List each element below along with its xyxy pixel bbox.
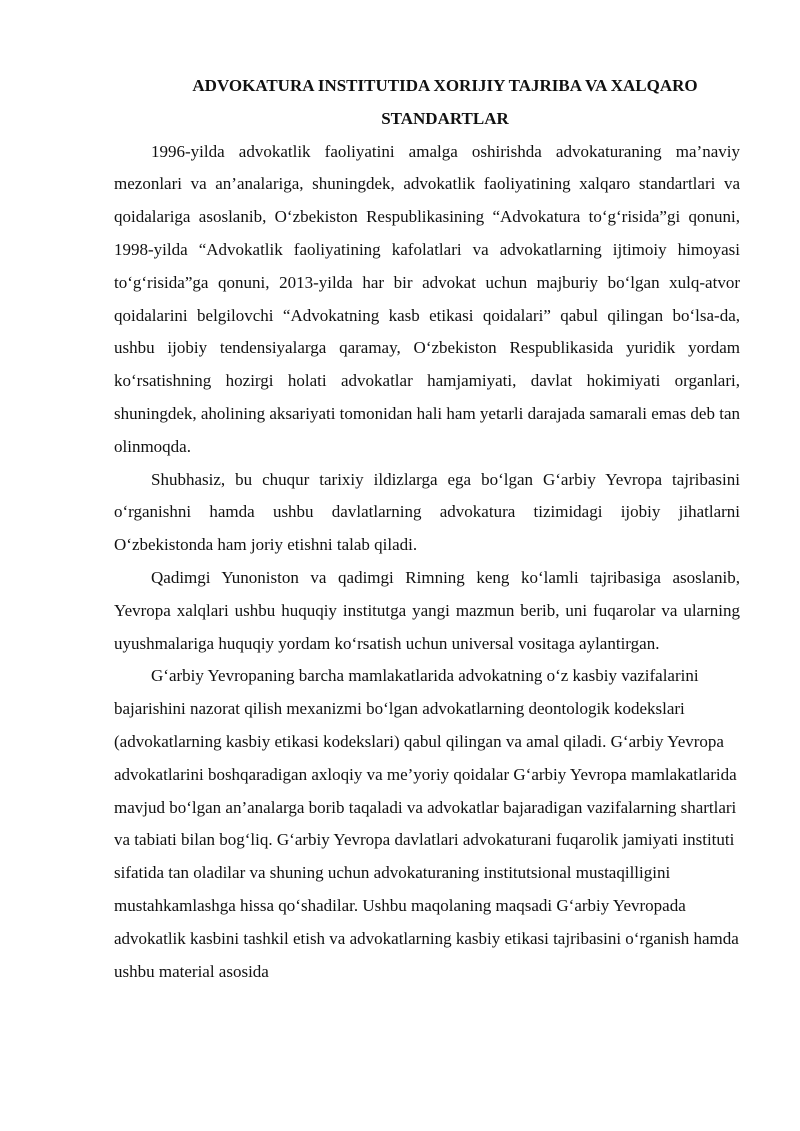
paragraph-3: Qadimgi Yunoniston va qadimgi Rimning keng ko‘lamli tajribasiga asoslanib, Yevropa xalqlari ushbu huquqiy institutga yangi mazmun berib, uni fuqarolar va ularning uyushmalariga huquqiy yordam ko‘rsatish uchun universal vositaga aylantirgan. [114, 567, 740, 653]
paragraph-4: G‘arbiy Yevropaning barcha mamlakatlarida advokatning o‘z kasbiy vazifalarini bajarishini nazorat qilish mexanizmi bo‘lgan advokatlarning deontologik kodekslari (advokatlarning kasbiy etikasi kodekslari) qabul qilingan va amal qiladi. G‘arbiy Yevropa advokatlarini boshqaradigan axloqiy va me’yoriy qoidalar G‘arbiy Yevropa mamlakatlarida mavjud bo‘lgan an’analarga borib taqaladi va advokatlar bajaradigan vazifalarning shartlari va tabiati bilan bog‘liq. G‘arbiy Yevropa davlatlari advokaturani fuqarolik jamiyati instituti sifatida tan oladilar va shuning uchun advokaturaning institutsional mustaqilligini mustahkamlashga hissa qo‘shadilar. Ushbu maqolaning maqsadi G‘arbiy Yevropada advokatlik kasbini tashkil etish va advokatlarning kasbiy etikasi tajribasini o‘rganish hamda ushbu material asosida [114, 666, 739, 981]
paragraph-2: Shubhasiz, bu chuqur tarixiy ildizlarga ega bo‘lgan G‘arbiy Yevropa tajribasini o‘rganishni hamda ushbu davlatlarning advokatura tizimidagi ijobiy jihatlarni O‘zbekistonda ham joriy etishni talab qiladi. [114, 469, 740, 555]
document-title: ADVOKATURA INSTITUTIDA XORIJIY TAJRIBA VA XALQARO STANDARTLAR [192, 76, 698, 128]
document-page [114, 70, 740, 988]
paragraph-1: 1996-yilda advokatlik faoliyatini amalga oshirishda advokaturaning ma’naviy mezonlari va an’analariga, shuningdek, advokatlik faoliyatining xalqaro standartlari va qoidalariga asoslanib, O‘zbekiston Respublikasining “Advokatura to‘g‘risida”gi qonuni, 1998-yilda “Advokatlik faoliyatining kafolatlari va advokatlarning ijtimoiy himoyasi to‘g‘risida”ga qonuni, 2013-yilda har bir advokat uchun majburiy bo‘lgan xulq-atvor qoidalarini belgilovchi “Advokatning kasb etikasi qoidalari” qabul qilingan bo‘lsa-da, ushbu ijobiy tendensiyalarga qaramay, O‘zbekiston Respublikasida yuridik yordam ko‘rsatishning hozirgi holati advokatlar hamjamiyati, davlat hokimiyati organlari, shuningdek, aholining aksariyati tomonidan hali ham yetarli darajada samarali emas deb tan olinmoqda. [114, 141, 740, 456]
